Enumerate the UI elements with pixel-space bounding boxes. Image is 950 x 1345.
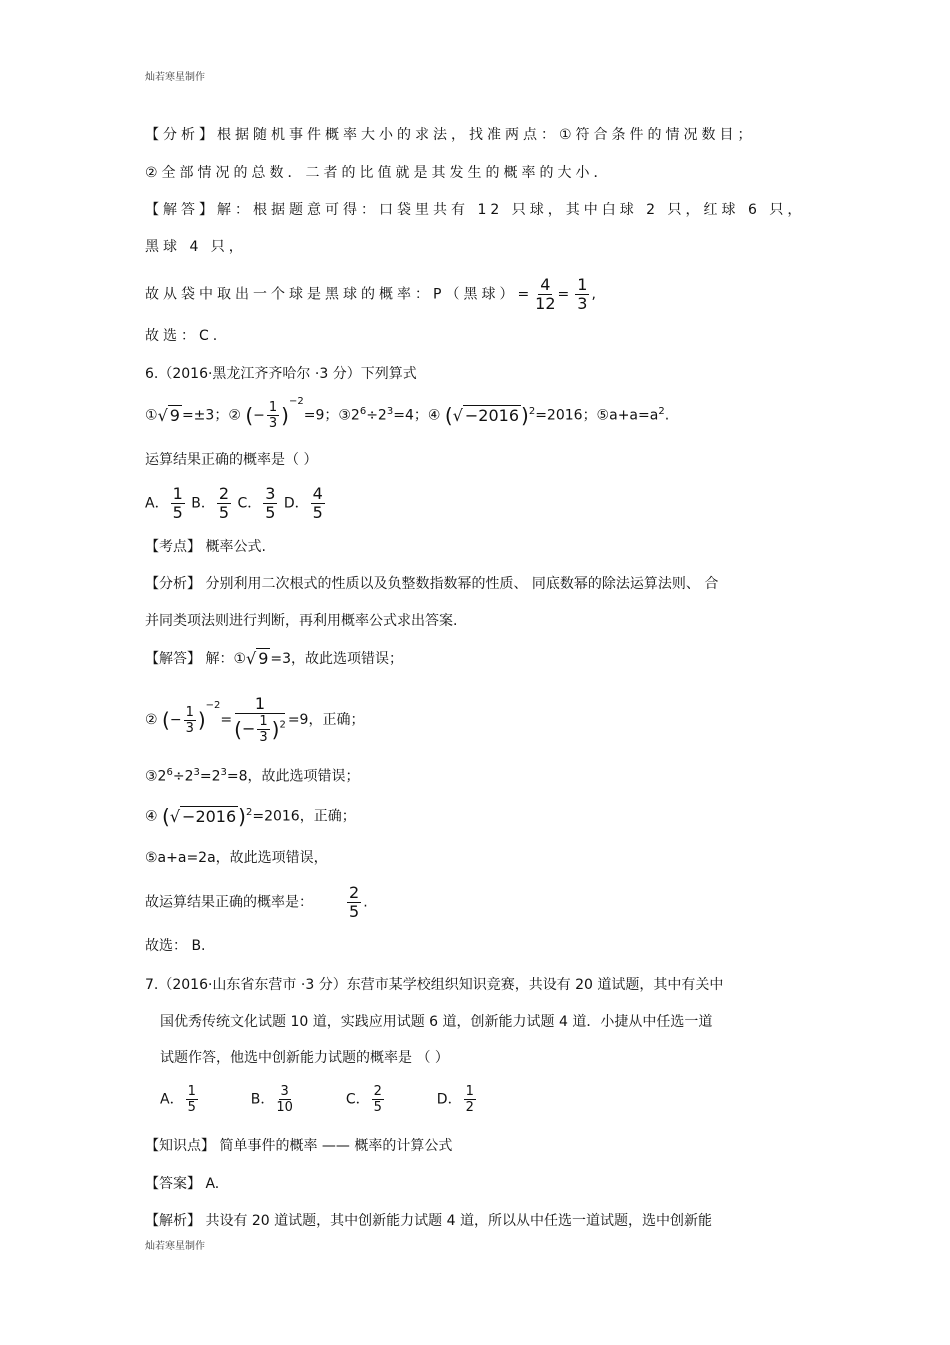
- e1-prefix: ①: [145, 407, 158, 424]
- option-d-label: D．: [283, 495, 309, 512]
- exponent: 6: [359, 405, 367, 417]
- q6-jieda: [145, 649, 403, 669]
- e1-suffix: =±3；②: [181, 407, 241, 424]
- q6-step-5: ⑤a+a=2a，故此选项错误，: [145, 850, 328, 866]
- e2-suffix: =9；③2: [303, 407, 360, 424]
- fraction-numerator: 1: [187, 1084, 196, 1099]
- page-footer: 灿若寒星制作: [145, 1241, 205, 1252]
- e5-end: .: [664, 407, 670, 424]
- q6-step-4: [145, 803, 356, 827]
- exponent: 2: [528, 405, 536, 417]
- fraction-1-3: [267, 400, 279, 431]
- equals-sign: =: [557, 286, 574, 303]
- answer-line-1: 【解答】解：根据题意可得：口袋里共有 12 只球，其中白球 2 只，红球 6 只，: [145, 202, 806, 218]
- left-paren: (: [245, 403, 254, 428]
- fraction-numerator: 2: [349, 883, 360, 902]
- q6-options: [145, 485, 327, 522]
- fraction-1-3: [184, 705, 196, 736]
- right-paren: ): [197, 708, 206, 732]
- q6-choose: 故选： B.: [145, 938, 206, 954]
- fraction-numerator: 1: [235, 695, 285, 714]
- option-c-label: C．: [237, 495, 262, 512]
- s2-eq: =: [220, 712, 233, 728]
- fraction-1-3: [575, 276, 589, 313]
- q6-step-3: [145, 763, 360, 787]
- s6-end: .: [363, 894, 368, 911]
- sqrt-9: √ 9: [157, 405, 180, 425]
- fraction-denominator: 5: [265, 503, 276, 522]
- option-c-fraction: [263, 485, 277, 522]
- q6-step-6: [145, 884, 368, 921]
- analysis-line-2: ②全部情况的总数．二者的比值就是其发生的概率的大小．: [145, 165, 612, 181]
- right-paren: ): [238, 804, 246, 829]
- small-fraction: [257, 714, 269, 745]
- s6-prefix: 故运算结果正确的概率是：: [145, 894, 313, 911]
- fraction-2-5: [347, 884, 361, 921]
- fraction-numerator: 4: [540, 275, 551, 294]
- left-paren: (: [444, 403, 453, 428]
- fraction-numerator: 2: [218, 484, 230, 503]
- fraction-numerator: 1: [577, 275, 588, 294]
- e3-suffix: =4；④: [393, 407, 441, 424]
- answer-3-suffix: ,: [591, 286, 600, 303]
- fraction-denominator: 3: [577, 294, 588, 313]
- fraction-numerator: 1: [268, 400, 278, 415]
- choose-line-1: 故选：C.: [145, 328, 222, 344]
- fraction-numerator: 4: [312, 484, 323, 503]
- option-b-fraction: [217, 485, 231, 522]
- exponent: 6: [166, 767, 173, 778]
- q6-fenxi-1: 【分析】 分别利用二次根式的性质以及负整数指数幂的性质、 同底数幂的除法运算法则、 合: [145, 576, 719, 592]
- fraction-denominator: 12: [535, 294, 556, 313]
- sqrt-neg-2016: √ −2016: [169, 806, 237, 826]
- s2-suffix: =9，正确；: [287, 712, 365, 728]
- e4-suffix: =2016；⑤a+a=a: [535, 407, 659, 424]
- left-paren: (: [162, 804, 170, 829]
- fraction-numerator: 3: [280, 1084, 289, 1099]
- option-a-fraction: [186, 1084, 198, 1115]
- exponent: −2: [205, 700, 221, 712]
- page-header: 灿若寒星制作: [145, 72, 205, 83]
- big-fraction: [234, 695, 286, 745]
- radicand: 9: [169, 405, 180, 425]
- q6-expressions: ①√ 9 =±3；② (− $\frac{1}{3}$ )$^{-2}$=9；$③2^6\div 2^3=4$；④ (√ −2016 )$^2$=2016；$⑤a+a=a^2$.: [145, 395, 670, 431]
- option-a-label: A．: [145, 495, 169, 512]
- answer-3-prefix: 故从袋中取出一个球是黑球的概率：P（黑球）=: [145, 286, 534, 303]
- fraction-denominator: 3: [185, 720, 194, 736]
- exponent: 3: [193, 767, 200, 778]
- q7-answer: 【答案】 A.: [145, 1176, 220, 1192]
- option-a-label: A．: [160, 1091, 184, 1108]
- s3-end: =8，故此选项错误；: [226, 768, 360, 785]
- fraction-denominator: 5: [373, 1100, 382, 1115]
- q7-line-2: 国优秀传统文化试题 10 道，实践应用试题 6 道，创新能力试题 4 道．小捷从中任选一道: [160, 1014, 713, 1030]
- option-c-label: C．: [345, 1091, 370, 1108]
- sqrt-9: √ 9: [246, 649, 269, 668]
- s2-prefix: ②: [145, 712, 158, 728]
- option-d-label: D．: [436, 1091, 462, 1108]
- fraction-numerator: 1: [259, 714, 268, 729]
- exponent: 3: [220, 767, 227, 778]
- exponent: 2: [245, 807, 253, 818]
- option-b-label: B．: [191, 495, 215, 512]
- s4-suffix: =2016，正确；: [252, 808, 356, 825]
- option-a-fraction: [171, 485, 185, 522]
- fraction-numerator: 1: [185, 704, 194, 720]
- exponent: 2: [658, 405, 665, 417]
- exponent: 3: [386, 405, 394, 417]
- exponent: 2: [279, 719, 286, 731]
- q6-title: 6.（2016·黑龙江齐齐哈尔 ·3 分）下列算式: [145, 366, 417, 382]
- fraction-numerator: 1: [465, 1084, 474, 1099]
- q7-options: [160, 1084, 478, 1115]
- right-paren: ): [281, 403, 289, 428]
- jieda-suffix: =3，故此选项错误；: [270, 651, 404, 667]
- radicand: −2016: [464, 405, 520, 425]
- s4-prefix: ④: [145, 808, 158, 825]
- fraction-denominator: 5: [218, 503, 230, 522]
- option-d-fraction: [311, 485, 325, 522]
- fraction-numerator: 2: [373, 1084, 382, 1099]
- fraction-denominator: (− $\frac{1}{3}$ )$^2$: [234, 714, 286, 745]
- s3-suffix: =2: [199, 768, 221, 785]
- s3-mid: ÷2: [172, 768, 194, 785]
- e3-mid: ÷2: [366, 407, 387, 424]
- fraction-denominator: 2: [465, 1100, 474, 1115]
- analysis-line-1: 【分析】根据随机事件概率大小的求法，找准两点：①符合条件的情况数目；: [145, 127, 756, 143]
- q7-jiexi: 【解析】 共设有 20 道试题，其中创新能力试题 4 道，所以从中任选一道试题，选中创新能: [145, 1213, 712, 1229]
- fraction-denominator: 3: [259, 730, 268, 745]
- exponent: −2: [288, 395, 304, 407]
- fraction-numerator: 1: [172, 484, 183, 503]
- q7-line-1: 7.（2016·山东省东营市 ·3 分）东营市某学校组织知识竞赛，共设有 20 道试题，其中有关中: [145, 977, 724, 993]
- q7-zhishidian: 【知识点】 简单事件的概率 —— 概率的计算公式: [145, 1138, 453, 1154]
- fraction-denominator: 5: [349, 902, 360, 921]
- option-c-fraction: [372, 1084, 384, 1115]
- jieda-prefix: 【解答】 解：①: [145, 651, 247, 667]
- q6-kaodian: 【考点】 概率公式.: [145, 539, 266, 555]
- option-d-fraction: [464, 1084, 476, 1115]
- fraction-denominator: 5: [312, 503, 323, 522]
- left-paren: (: [162, 708, 170, 732]
- radicand: −2016: [182, 806, 237, 826]
- fraction-denominator: 10: [276, 1100, 293, 1115]
- s3-base: ③2: [145, 768, 167, 785]
- answer-line-3: [145, 276, 600, 313]
- fraction-4-12: [535, 276, 555, 313]
- fraction-numerator: 3: [265, 484, 276, 503]
- fraction-denominator: 3: [268, 416, 278, 431]
- option-b-fraction: [276, 1084, 293, 1115]
- q6-stem: 运算结果正确的概率是（ ）: [145, 452, 318, 468]
- q7-line-3: 试题作答，他选中创新能力试题的概率是 （ ）: [160, 1050, 449, 1066]
- radicand: 9: [258, 649, 269, 668]
- answer-line-2: 黑球 4 只，: [145, 239, 247, 255]
- q6-step-2: ② (− $\frac{1}{3}$ )$^{-2}$= 1 (− $\frac{1}{3}$ )$^2$ =9，正确；: [145, 694, 365, 745]
- option-b-label: B．: [250, 1091, 275, 1108]
- sqrt-neg-2016: √ −2016: [452, 405, 520, 425]
- fraction-denominator: 5: [172, 503, 183, 522]
- fraction-denominator: 5: [187, 1100, 196, 1115]
- right-paren: ): [521, 403, 529, 428]
- q6-fenxi-2: 并同类项法则进行判断，再利用概率公式求出答案.: [145, 613, 458, 629]
